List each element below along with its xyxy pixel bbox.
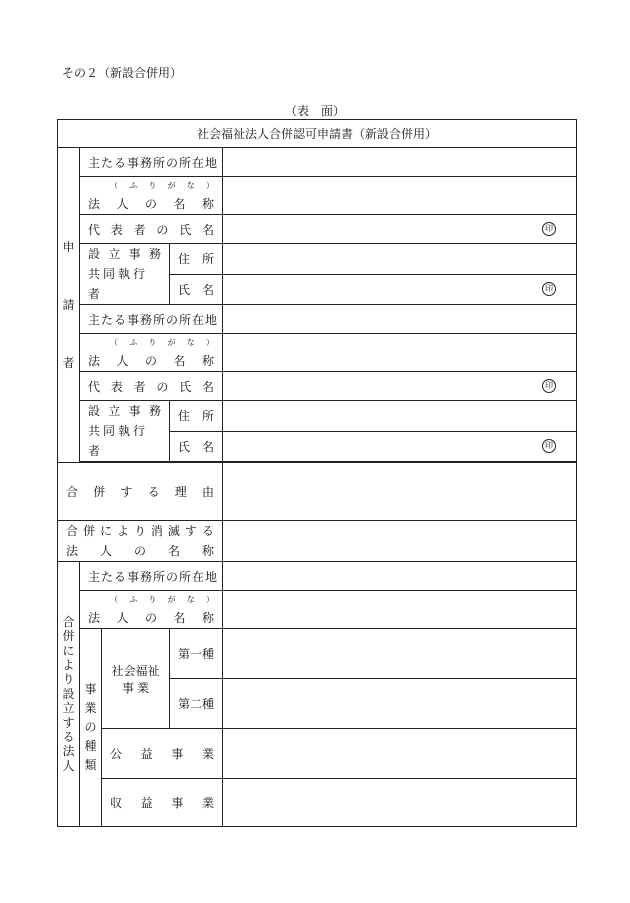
corp-name-field[interactable]: [223, 334, 577, 372]
representative-field[interactable]: [223, 215, 577, 244]
office-location-label: 主たる事務所の所在地: [80, 148, 223, 177]
address-field[interactable]: [223, 244, 577, 275]
address-label: 住 所: [170, 244, 223, 275]
person-name-field[interactable]: [223, 274, 577, 305]
person-name-label: 氏 名: [170, 274, 223, 305]
corp-name-label: （ ふ り が な ） 法 人 の 名 称: [80, 334, 223, 372]
representative-field[interactable]: [223, 372, 577, 401]
profit-business-field[interactable]: [223, 779, 577, 827]
executor-label: 設 立 事 務 共同執行者: [80, 244, 170, 305]
corp-name-field[interactable]: [223, 177, 577, 215]
new-corp-office-location-label: 主たる事務所の所在地: [80, 562, 223, 591]
representative-label: 代 表 者 の 氏 名: [80, 215, 223, 244]
type2-label: 第二種: [170, 679, 223, 729]
merger-reason-field[interactable]: [223, 463, 577, 521]
representative-label: 代 表 者 の 氏 名: [80, 372, 223, 401]
business-kind-label: 事 業 の 種 類: [80, 629, 102, 827]
applicant-label: 申 請 者: [58, 148, 80, 463]
new-corp-office-location-field[interactable]: [223, 562, 577, 591]
new-corp-name-label: （ ふ り が な ） 法 人 の 名 称: [80, 591, 223, 629]
merger-reason-label: 合 併 す る 理 由: [58, 463, 223, 521]
profit-business-label: 収 益 事 業: [102, 779, 223, 827]
seal-mark: 印: [542, 379, 556, 393]
office-location-field[interactable]: [223, 148, 577, 177]
dissolved-corp-label: 合 併 に よ り 消 滅 す る 法 人 の 名 称: [58, 521, 223, 562]
furigana-label: （ ふ り が な ）: [110, 180, 214, 190]
form-title: 社会福祉法人合併認可申請書（新設合併用）: [58, 120, 577, 148]
new-corp-label: 合併により設立する法人: [58, 562, 80, 827]
public-interest-label: 公 益 事 業: [102, 729, 223, 779]
executor-label: 設 立 事 務 共同執行者: [80, 401, 170, 462]
furigana-label: （ ふ り が な ）: [110, 594, 214, 604]
seal-mark: 印: [542, 439, 556, 453]
person-name-label: 氏 名: [170, 431, 223, 462]
address-field[interactable]: [223, 401, 577, 432]
document-number-label: その２（新設合併用）: [62, 66, 183, 80]
furigana-label: （ ふ り が な ）: [110, 337, 214, 347]
person-name-field[interactable]: [223, 431, 577, 462]
public-interest-field[interactable]: [223, 729, 577, 779]
application-form-table: [57, 119, 577, 827]
dissolved-corp-field[interactable]: [223, 521, 577, 562]
seal-mark: 印: [542, 222, 556, 236]
office-location-label: 主たる事務所の所在地: [80, 305, 223, 334]
new-corp-name-field[interactable]: [223, 591, 577, 629]
type1-label: 第一種: [170, 629, 223, 679]
face-side-label: （表 面）: [284, 104, 345, 118]
address-label: 住 所: [170, 401, 223, 432]
type1-field[interactable]: [223, 629, 577, 679]
social-welfare-label: 社会福祉 事 業: [102, 629, 170, 729]
office-location-field[interactable]: [223, 305, 577, 334]
seal-mark: 印: [542, 282, 556, 296]
type2-field[interactable]: [223, 679, 577, 729]
corp-name-label: （ ふ り が な ） 法 人 の 名 称: [80, 177, 223, 215]
